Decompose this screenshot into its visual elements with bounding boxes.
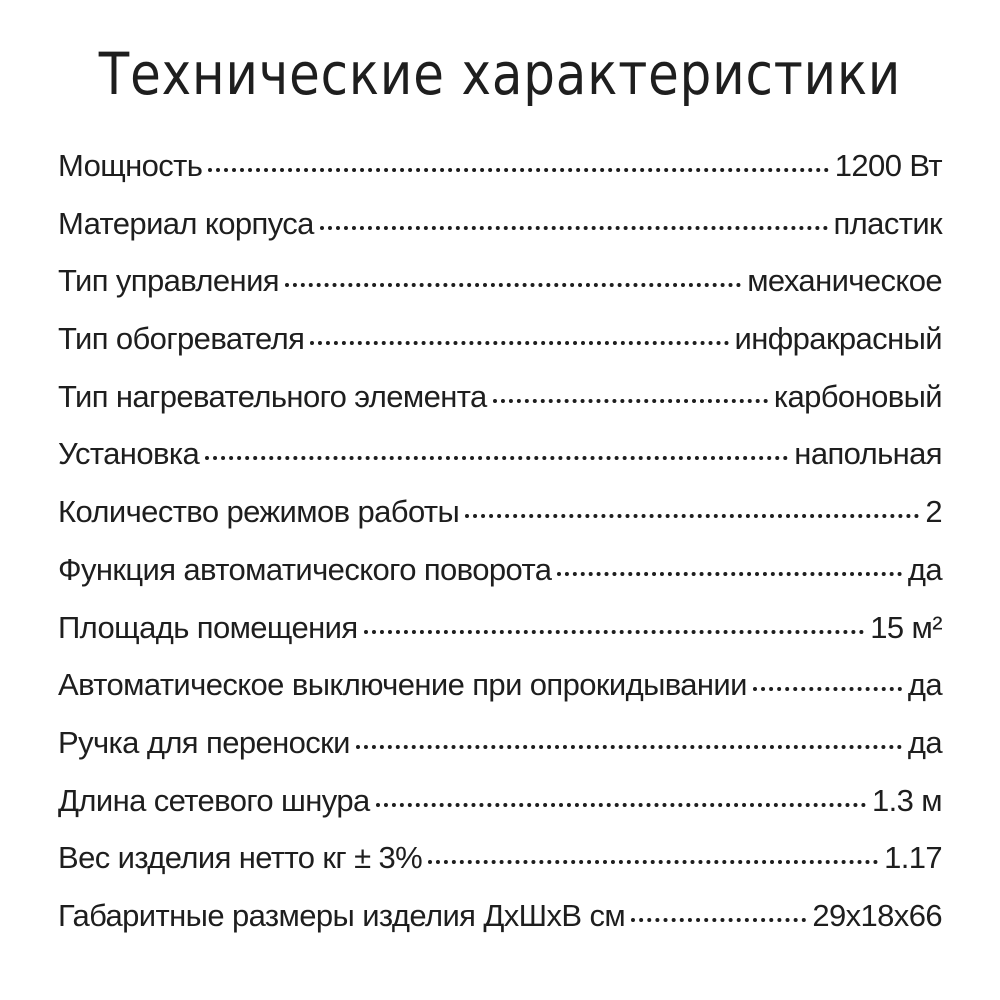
dotted-leader xyxy=(376,803,866,807)
spec-row-body-material xyxy=(58,206,942,264)
spec-row-control-type xyxy=(58,263,942,321)
spec-value: 1.17 xyxy=(884,840,942,876)
spec-label: Материал корпуса xyxy=(58,205,314,241)
dotted-leader xyxy=(285,283,741,287)
spec-row-installation xyxy=(58,436,942,494)
dotted-leader xyxy=(428,860,878,864)
spec-label: Габаритные размеры изделия ДхШхВ см xyxy=(58,897,626,933)
dotted-leader xyxy=(320,226,828,230)
spec-value: 1200 Вт xyxy=(834,148,942,183)
spec-value: инфракрасный xyxy=(734,321,942,357)
spec-row-dimensions xyxy=(58,898,942,956)
spec-row-carry-handle xyxy=(58,725,942,783)
dotted-leader xyxy=(493,399,768,403)
spec-label: Функция автоматического поворота xyxy=(58,551,552,587)
spec-value: напольная xyxy=(794,436,942,472)
spec-value: да xyxy=(907,667,942,703)
page-title: Технические характеристики xyxy=(98,40,902,108)
spec-label: Ручка для переноски xyxy=(58,724,350,760)
dotted-leader xyxy=(753,687,902,691)
spec-row-net-weight xyxy=(58,840,942,898)
dotted-leader xyxy=(557,572,902,576)
spec-label: Количество режимов работы xyxy=(58,494,460,530)
spec-row-room-area xyxy=(58,610,942,668)
dotted-leader xyxy=(310,341,728,345)
spec-value: механическое xyxy=(747,263,942,299)
spec-label: Тип нагревательного элемента xyxy=(58,378,487,414)
spec-value: 2 xyxy=(925,494,942,530)
dotted-leader xyxy=(208,168,828,172)
spec-label: Площадь помещения xyxy=(58,609,358,645)
spec-value: 1.3 м xyxy=(871,782,942,818)
spec-row-heater-type xyxy=(58,321,942,379)
dotted-leader xyxy=(631,918,806,922)
spec-label: Тип управления xyxy=(58,263,279,299)
dotted-leader xyxy=(356,745,902,749)
spec-value: пластик xyxy=(833,205,942,241)
dotted-leader xyxy=(465,514,919,518)
spec-row-heating-element xyxy=(58,379,942,437)
spec-row-power xyxy=(58,148,942,206)
spec-row-auto-rotation xyxy=(58,552,942,610)
spec-value: карбоновый xyxy=(773,378,942,414)
spec-value: да xyxy=(907,551,942,587)
spec-label: Мощность xyxy=(58,148,203,183)
spec-value: 29х18х66 xyxy=(812,897,942,933)
spec-list xyxy=(58,148,942,956)
spec-value: 15 м² xyxy=(870,609,942,645)
spec-label: Установка xyxy=(58,436,200,472)
dotted-leader xyxy=(364,630,865,634)
spec-label: Тип обогревателя xyxy=(58,321,305,357)
spec-value: да xyxy=(907,724,942,760)
spec-row-mode-count xyxy=(58,494,942,552)
spec-label: Автоматическое выключение при опрокидывании xyxy=(58,667,747,703)
spec-row-cord-length xyxy=(58,783,942,841)
dotted-leader xyxy=(205,456,788,460)
spec-label: Вес изделия нетто кг ± 3% xyxy=(58,840,423,876)
spec-label: Длина сетевого шнура xyxy=(58,782,370,818)
spec-row-tip-over-shutoff xyxy=(58,667,942,725)
